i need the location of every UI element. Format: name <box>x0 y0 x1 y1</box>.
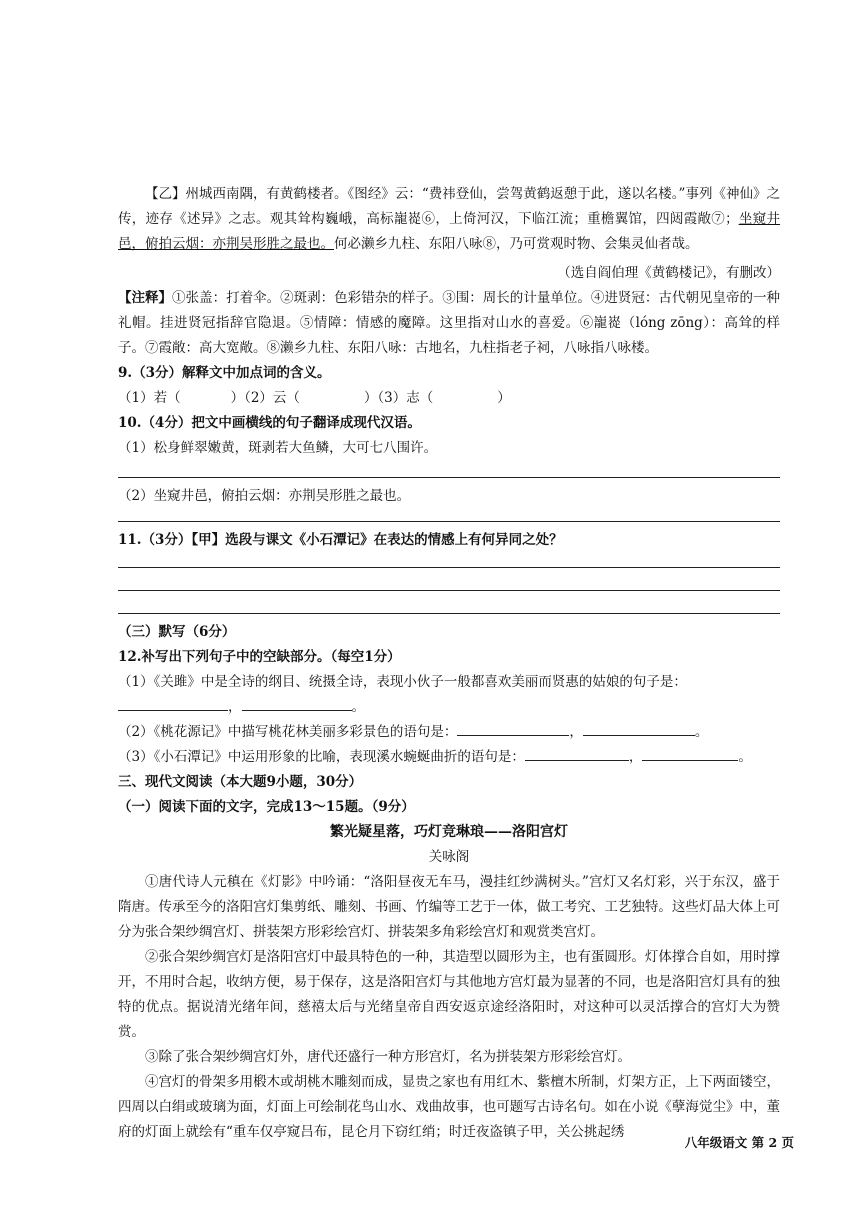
dictation-item-2: （2）《桃花源记》中描写桃花林美丽多彩景色的语句是： ， 。 <box>118 720 780 745</box>
q9-part-1: （1）若（ <box>118 390 181 406</box>
q9-part-2: ）（2）云（ <box>230 390 300 406</box>
modern-reading-section: 三、现代文阅读（本大题9小题，30分） <box>118 774 363 790</box>
question-9-answers <box>118 386 780 411</box>
fill-blank[interactable] <box>642 746 738 761</box>
question-10-stem: 10.（4分）把文中画横线的句子翻译成现代汉语。 <box>118 415 421 431</box>
period: 。 <box>351 699 365 715</box>
notes-text: ①张盖：打着伞。②斑剥：色彩错杂的样子。③围：周长的计量单位。④进贤冠：古代朝见皇帝的一种礼帽。挂进贤冠指辞官隐退。⑤情障：情感的魔障。这里指对山水的喜爱。⑥巃嵸（lóng zōng）：高耸的样子。⑦霞敞：高大宽敞。⑧濑乡九柱、东阳八咏：古地名，九柱指老子祠，八咏指八咏楼。 <box>118 290 781 356</box>
fill-blank[interactable] <box>457 721 569 736</box>
dictation-item-1: （1）《关雎》中是全诗的纲目、统摄全诗，表现小伙子一般都喜欢美丽而贤惠的姑娘的句子是： <box>118 674 687 690</box>
article-author: 关咏阁 <box>428 849 470 865</box>
question-12-stem: 12.补写出下列句子中的空缺部分。（每空1分） <box>118 649 401 665</box>
page-footer: 八年级语文 第 2 页 <box>684 1135 794 1150</box>
fill-blank[interactable] <box>525 746 629 761</box>
notes <box>118 286 780 361</box>
fill-blank[interactable] <box>118 696 228 711</box>
dictation-item-3: （3）《小石潭记》中运用形象的比喻，表现溪水蜿蜒曲折的语句是： ， 。 <box>118 745 780 770</box>
q9-part-4: ） <box>497 390 511 406</box>
comma: ， <box>228 699 242 715</box>
dictation-heading: （三）默写（6分） <box>118 624 236 640</box>
page-content <box>118 182 780 1145</box>
dictation-item-1-blanks <box>118 695 780 720</box>
article-title: 繁光疑星落，巧灯竞琳琅——洛阳宫灯 <box>330 824 568 840</box>
question-11-stem: 11.（3分）【甲】选段与课文《小石潭记》在表达的情感上有何异同之处？ <box>118 532 563 548</box>
passage-yi <box>118 182 780 257</box>
question-10-sentence-1: （1）松身鲜翠嫩黄，斑剥若大鱼鳞，大可七八围许。 <box>118 440 438 456</box>
passage-source: （选自阎伯理《黄鹤楼记》，有删改） <box>557 265 780 281</box>
modern-reading-subsection: （一）阅读下面的文字，完成13～15题。（9分） <box>118 799 415 815</box>
article-paragraph-2: ②张合架纱绸宫灯是洛阳宫灯中最具特色的一种，其造型以圆形为主，也有蛋圆形。灯体撑合自如，用时撑开，不用时合起，收纳方便，易于保存，这是洛阳宫灯与其他地方宫灯最为显著的不同，也是洛阳宫灯具有的独特的优点。据说清光绪年间，慈禧太后与光绪皇帝自西安返京途经洛阳时，对这种可以灵活撑合的宫灯大为赞赏。 <box>118 949 780 1040</box>
passage-yi-text-a: 【乙】州城西南隅，有黄鹤楼者。《图经》云：“费祎登仙，尝驾黄鹤返憩于此，遂以名楼。”事列《神仙》之传，迹存《述异》之志。观其耸构巍峨，高标巃嵸⑥，上倚河汉，下临江流；重檐翼馆，四闼霞敞⑦； <box>118 186 780 227</box>
question-9-stem: 9.（3分）解释文中加点词的含义。 <box>118 365 331 381</box>
article-paragraph-3: ③除了张合架纱绸宫灯外，唐代还盛行一种方形宫灯，名为拼装架方形彩绘宫灯。 <box>145 1049 631 1065</box>
notes-label: 【注释】 <box>118 290 173 306</box>
passage-yi-text-b: 何必濑乡九柱、东阳八咏⑧，乃可赏观时物、会集灵仙者哉。 <box>334 236 699 252</box>
fill-blank[interactable] <box>242 696 352 711</box>
question-10-sentence-2: （2）坐窥井邑，俯拍云烟：亦荆吴形胜之最也。 <box>118 488 411 504</box>
passage-yi-underlined-sentence: 坐窥井邑，俯拍云烟：亦荆吴形胜之最也。 <box>118 211 781 252</box>
article-paragraph-1: ①唐代诗人元稹在《灯影》中吟诵：“洛阳昼夜无车马，漫挂红纱满树头。”宫灯又名灯彩，兴于东汉，盛于隋唐。传承至今的洛阳宫灯集剪纸、雕刻、书画、竹编等工艺于一体，做工考究、工艺独特。这些灯品大体上可分为张合架纱绸宫灯、拼装架方形彩绘宫灯、拼装架多角彩绘宫灯和观赏类宫灯。 <box>118 874 780 940</box>
article-paragraph-4: ④宫灯的骨架多用椴木或胡桃木雕刻而成，显贵之家也有用红木、紫檀木所制，灯架方正，上下两面镂空，四周以白绢或玻璃为面，灯面上可绘制花鸟山水、戏曲故事，也可题写古诗名句。如在小说《孽海觉尘》中，董府的灯面上就绘有“重车仅亭窥吕布，昆仑月下窃红绡；时迁夜盗镇子甲，关公挑起绣 <box>118 1074 780 1140</box>
fill-blank[interactable] <box>583 721 695 736</box>
q9-part-3: ）（3）志（ <box>363 390 434 406</box>
